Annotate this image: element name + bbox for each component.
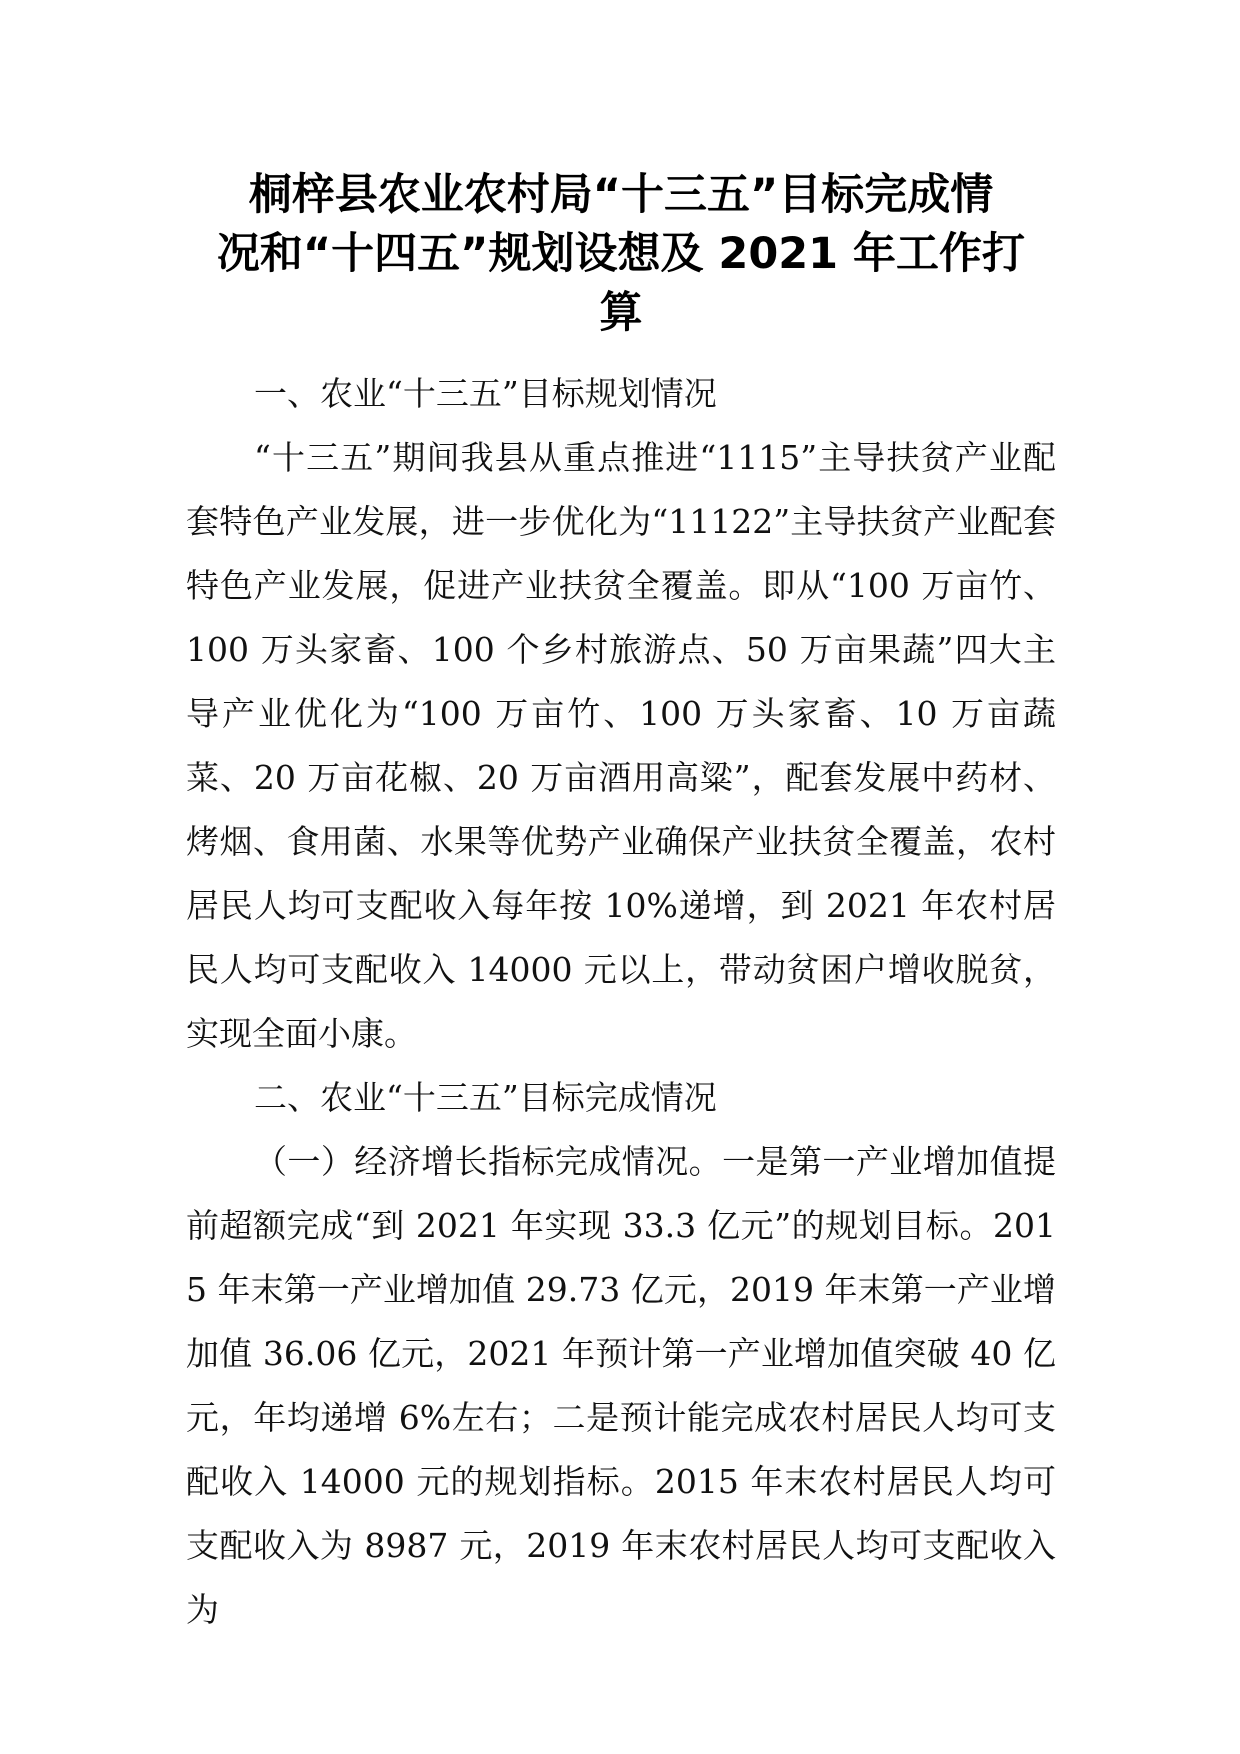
document-body	[186, 362, 1056, 1642]
section-heading-2: 二、农业“十三五”目标完成情况	[254, 1078, 717, 1117]
section-heading-1: 一、农业“十三五”目标规划情况	[254, 374, 717, 413]
document-title	[186, 166, 1056, 343]
title-line-1: 桐梓县农业农村局“十三五”目标完成情	[248, 170, 994, 220]
body-paragraph-2: （一）经济增长指标完成情况。一是第一产业增加值提前超额完成“到 2021 年实现 33.3 亿元”的规划目标。2015 年末第一产业增加值 29.73 亿元，2019 年末第一产业增加值 36.06 亿元，2021 年预计第一产业增加值突破 40 亿元，年均递增 6%左右；二是预计能完成农村居民人均可支配收入 14000 元的规划指标。2015 年末农村居民人均可支配收入为 8987 元，2019 年末农村居民人均可支配收入为	[186, 1142, 1056, 1629]
body-paragraph-1: “十三五”期间我县从重点推进“1115”主导扶贫产业配套特色产业发展，进一步优化为“11122”主导扶贫产业配套特色产业发展，促进产业扶贫全覆盖。即从“100 万亩竹、100 万头家畜、100 个乡村旅游点、50 万亩果蔬”四大主导产业优化为“100 万亩竹、100 万头家畜、10 万亩蔬菜、20 万亩花椒、20 万亩酒用高粱”，配套发展中药材、烤烟、食用菌、水果等优势产业确保产业扶贫全覆盖，农村居民人均可支配收入每年按 10%递增，到 2021 年农村居民人均可支配收入 14000 元以上，带动贫困户增收脱贫，实现全面小康。	[186, 438, 1056, 1053]
title-line-2: 况和“十四五”规划设想及 2021 年工作打	[216, 229, 1026, 279]
title-line-3: 算	[599, 288, 643, 338]
